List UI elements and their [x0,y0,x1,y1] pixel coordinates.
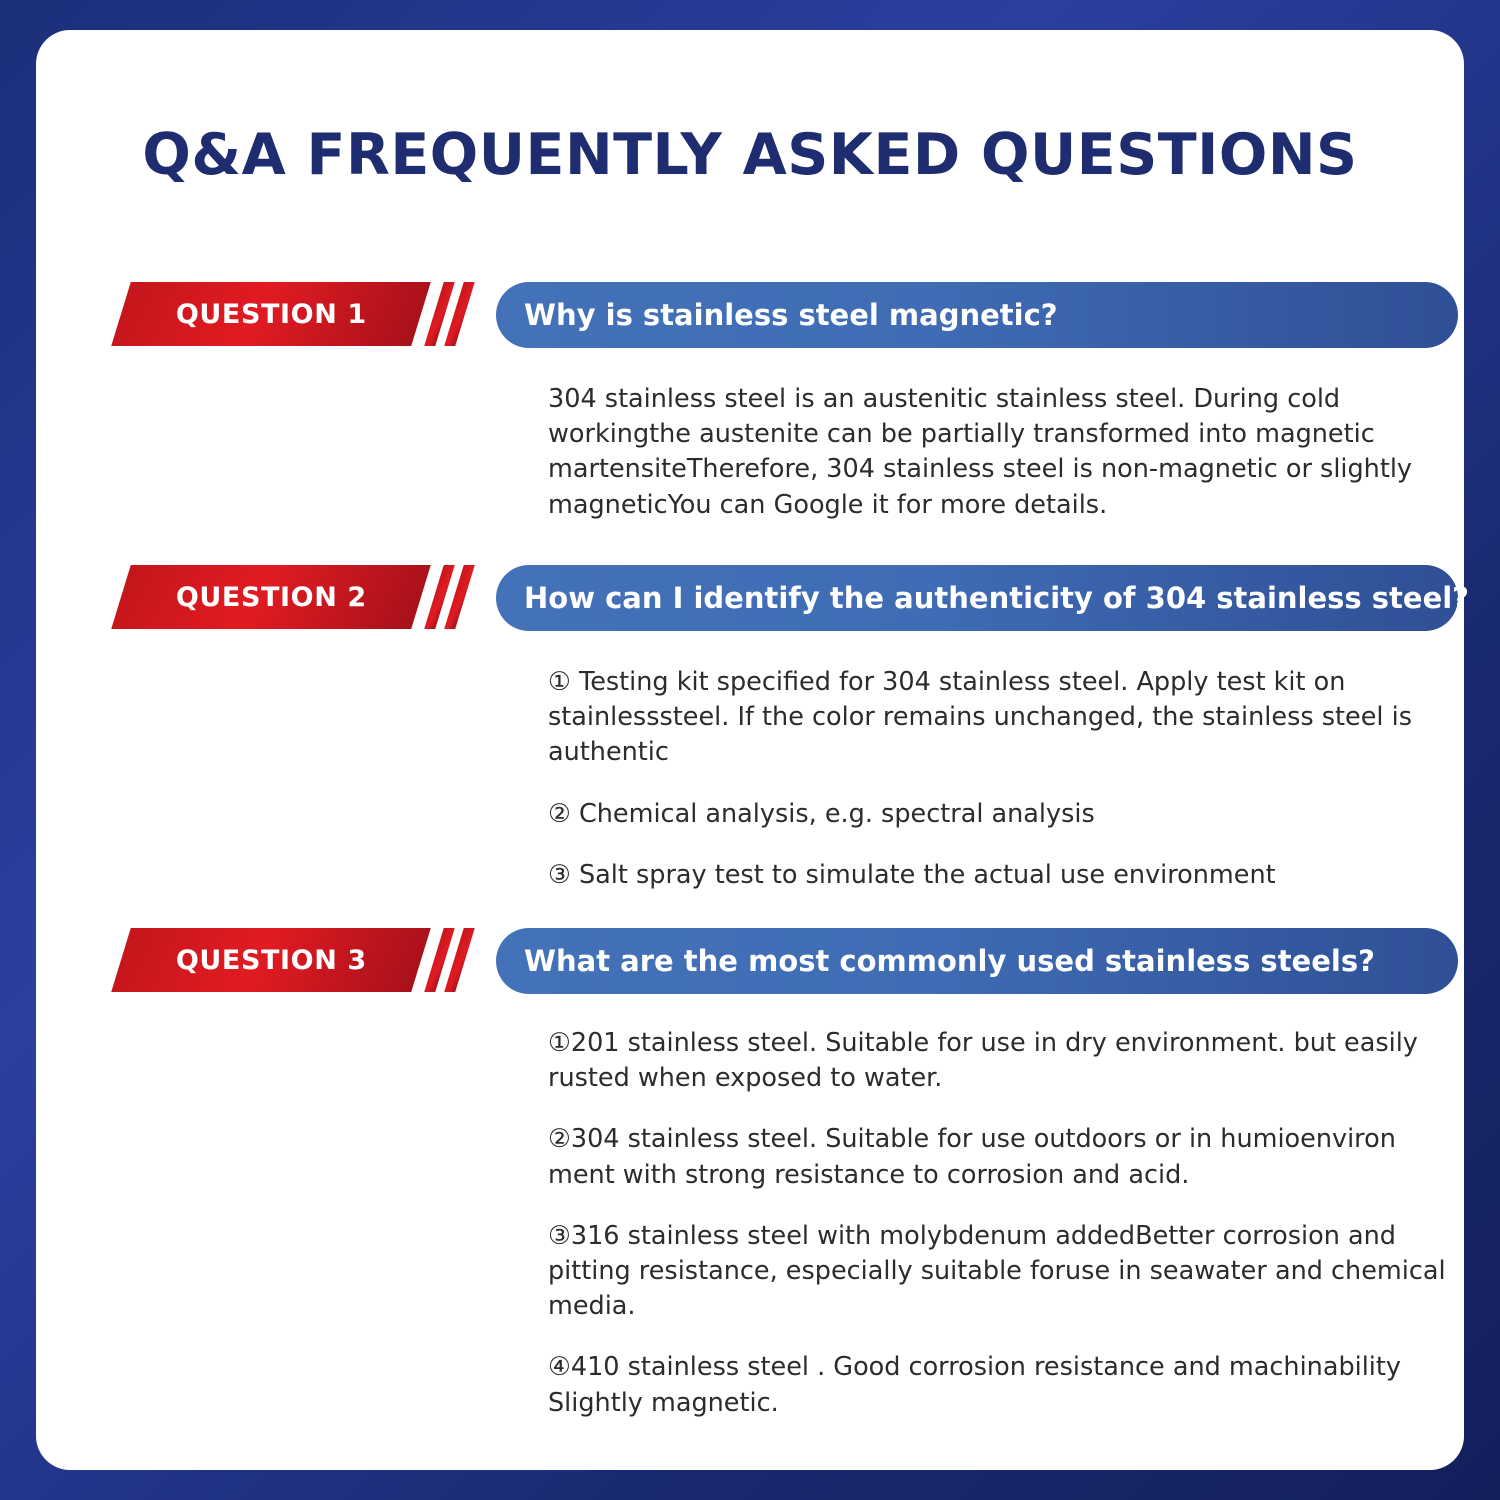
faq-card [36,30,1470,1470]
question-text-3: What are the most commonly used stainless steels? [524,944,1375,978]
faq-item-1 [36,282,1464,520]
page-title: Q&A FREQUENTLY ASKED QUESTIONS [142,122,1358,188]
answer-block-3 [548,1026,1458,1421]
question-banner-2 [496,565,1470,631]
question-tag-3 [111,928,431,992]
faq-item-2 [36,565,1470,890]
answer-paragraph: ③ Salt spray test to simulate the actual use environment [548,859,1276,890]
question-tag-label-2: QUESTION 2 [175,581,367,613]
faq-header-3 [36,928,1464,1002]
answer-paragraph: ③316 stainless steel with molybdenum addedBetter corrosion and pitting resistance, especially suitable foruse in seawater and chemical media. [548,1220,1446,1322]
question-banner-3 [496,928,1458,994]
question-text-2: How can I identify the authenticity of 304 stainless steel? [524,581,1470,615]
faq-item-3 [36,928,1464,1418]
question-tag-label-3: QUESTION 3 [175,944,367,976]
answer-paragraph: ① Testing kit specified for 304 stainless steel. Apply test kit on stainlesssteel. If the color remains unchanged, the stainless steel is authentic [548,667,1412,768]
answer-paragraph: 304 stainless steel is an austenitic stainless steel. During cold workingthe austenite can be partially transformed into magnetic martensiteTherefore, 304 stainless steel is non-magnetic or slightly magneticYou can Google it for more details. [548,384,1413,520]
faq-header-1 [36,282,1464,356]
answer-block-2 [548,665,1438,893]
question-tag-label-1: QUESTION 1 [175,298,367,330]
answer-paragraph: ②304 stainless steel. Suitable for use outdoors or in humioenviron ment with strong resistance to corrosion and acid. [548,1124,1396,1190]
question-tag-2 [111,565,431,629]
answer-paragraph: ② Chemical analysis, e.g. spectral analysis [548,798,1095,829]
answer-block-1 [548,382,1438,523]
answer-paragraph: ④410 stainless steel . Good corrosion resistance and machinability Slightly magnetic. [548,1352,1401,1418]
question-tag-1 [111,282,431,346]
question-text-1: Why is stainless steel magnetic? [524,298,1058,332]
question-banner-1 [496,282,1458,348]
answer-paragraph: ①201 stainless steel. Suitable for use in dry environment. but easily rusted when exposed to water. [548,1028,1418,1094]
faq-header-2 [36,565,1470,639]
